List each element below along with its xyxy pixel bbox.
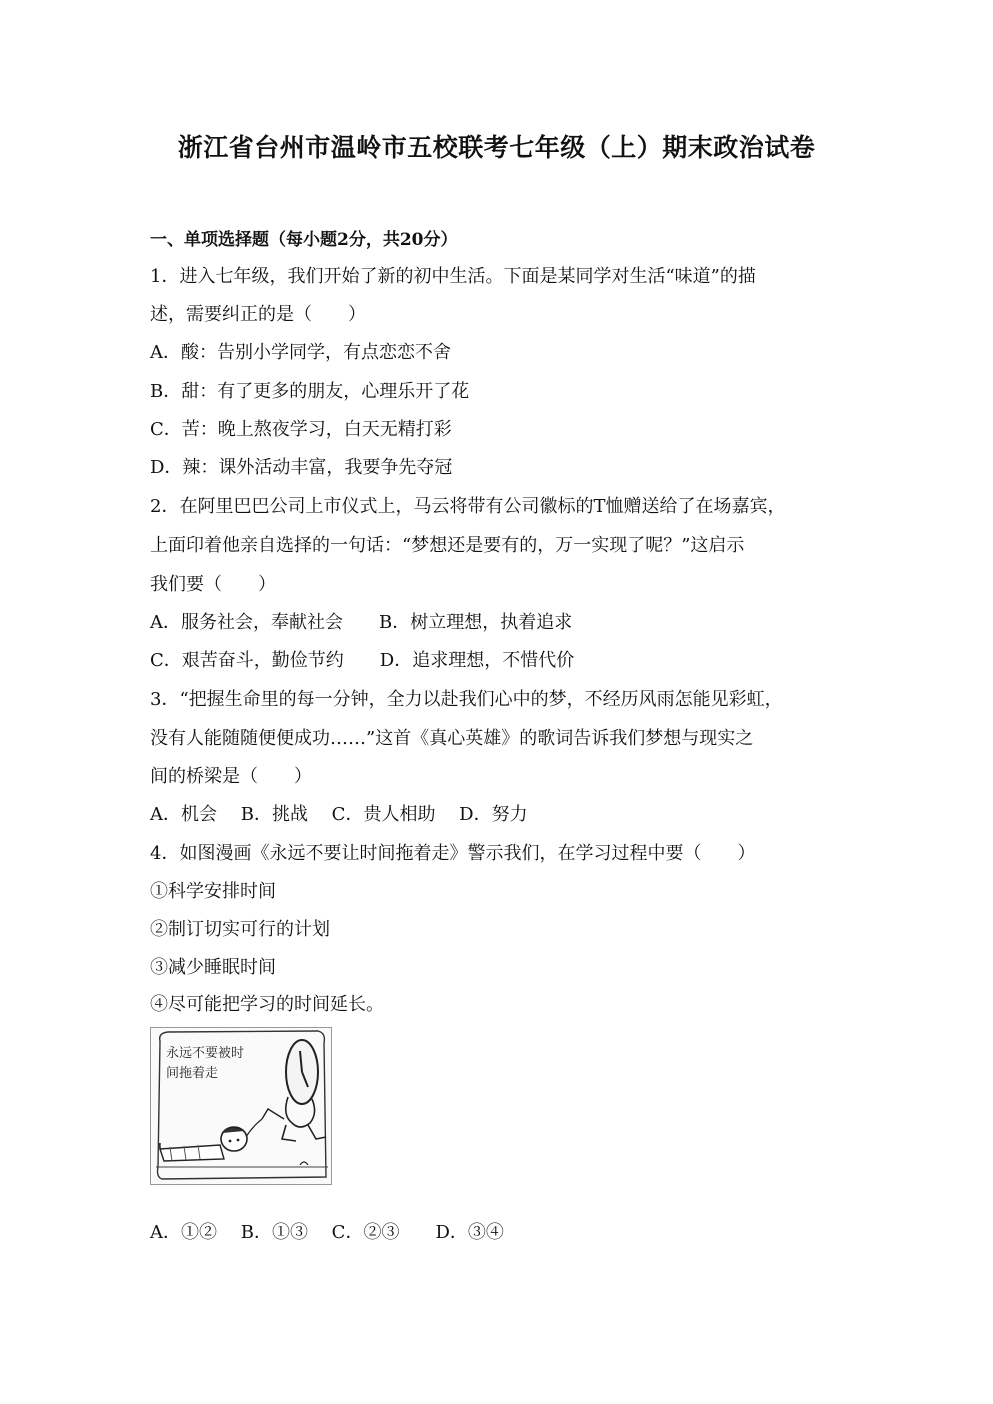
question-1-stem-line-1: 1．进入七年级，我们开始了新的初中生活。下面是某同学对生活“味道”的描 xyxy=(150,266,756,287)
question-1-option-a: A．酸：告别小学同学，有点恋恋不舍 xyxy=(150,342,451,363)
question-1-stem-line-2: 述，需要纠正的是（ ） xyxy=(150,304,366,325)
question-4-item-2: ②制订切实可行的计划 xyxy=(150,919,330,940)
question-4-item-4: ④尽可能把学习的时间延长。 xyxy=(150,994,384,1015)
question-3-stem-line-2: 没有人能随随便便成功……”这首《真心英雄》的歌词告诉我们梦想与现实之 xyxy=(150,728,754,749)
question-4-item-3: ③减少睡眠时间 xyxy=(150,957,276,978)
section-title: 一、单项选择题（每小题2分，共20分） xyxy=(150,230,458,250)
question-4-item-1: ①科学安排时间 xyxy=(150,881,276,902)
question-3-stem-line-1: 3．“把握生命里的每一分钟，全力以赴我们心中的梦，不经历风雨怎能见彩虹， xyxy=(150,689,783,710)
cartoon-caption-line-2: 间拖着走 xyxy=(166,1066,219,1081)
question-2-stem-line-1: 2．在阿里巴巴公司上市仪式上，马云将带有公司徽标的T恤赠送给了在场嘉宾， xyxy=(150,496,786,517)
cartoon-image xyxy=(150,1027,332,1185)
question-3-stem-line-3: 间的桥梁是（ ） xyxy=(150,766,312,787)
question-2-stem-line-3: 我们要（ ） xyxy=(150,574,276,595)
question-1-option-d: D．辣：课外活动丰富，我要争先夺冠 xyxy=(150,457,453,478)
question-2-options-row-2: C．艰苦奋斗，勤俭节约 D．追求理想，不惜代价 xyxy=(150,650,575,671)
question-1-option-c: C．苦：晚上熬夜学习，白天无精打彩 xyxy=(150,419,452,440)
question-3-options-row: A．机会 B．挑战 C．贵人相助 D．努力 xyxy=(150,804,528,825)
question-1-option-b: B．甜：有了更多的朋友，心理乐开了花 xyxy=(150,381,470,402)
question-4-stem: 4．如图漫画《永远不要让时间拖着走》警示我们，在学习过程中要（ ） xyxy=(150,843,756,864)
page-title: 浙江省台州市温岭市五校联考七年级（上）期末政治试卷 xyxy=(177,133,816,162)
question-2-options-row-1: A．服务社会，奉献社会 B．树立理想，执着追求 xyxy=(150,612,573,633)
cartoon-caption-line-1: 永远不要被时 xyxy=(166,1046,245,1061)
question-4-options-row: A．①② B．①③ C．②③ D．③④ xyxy=(150,1222,504,1243)
question-2-stem-line-2: 上面印着他亲自选择的一句话：“梦想还是要有的，万一实现了呢？”这启示 xyxy=(150,535,745,556)
